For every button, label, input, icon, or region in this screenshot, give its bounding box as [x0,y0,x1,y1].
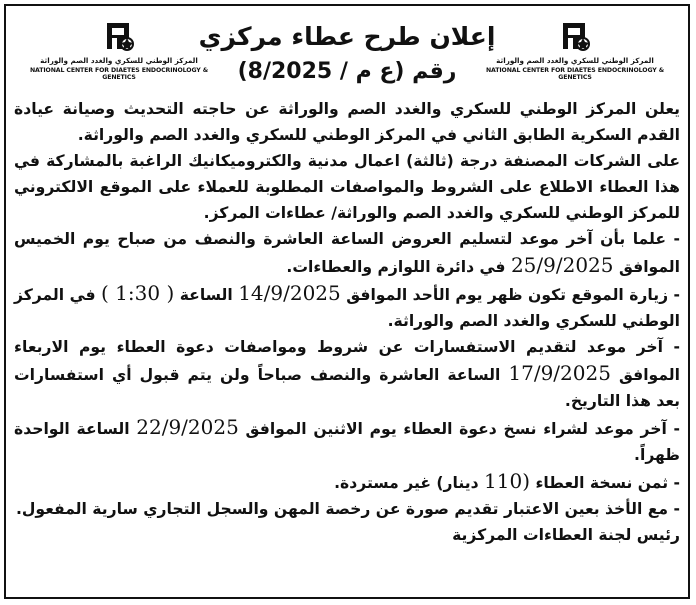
logo-name-english: NATIONAL CENTER FOR DIAETES ENDOCRINOLOGY & GENETICS [29,67,209,81]
announcement-title: إعلان طرح عطاء مركزي [198,22,496,51]
submission-deadline-item: - علما بأن آخر موعد لتسليم العروض الساعة العاشرة والنصف من صباح يوم الخميس الموافق 25/9/2025 في دائرة اللوازم والعطاءات. [14,230,680,277]
logo-name-arabic: المركز الوطني للسكري والغدد الصم والوراثة [40,56,198,65]
tender-price-item: - ثمن نسخة العطاء (110 دينار) غير مستردة. [334,469,680,493]
intro-paragraph: يعلن المركز الوطني للسكري والغدد الصم والوراثة عن حاجته التحديث وصيانة عيادة القدم السكرية الطابق الثاني في المركز الوطني للسكري والغدد الصم والوراثة. [14,100,680,144]
site-visit-item: - زيارة الموقع تكون ظهر يوم الأحد الموافق 14/9/2025 الساعة ( 1:30 ) في المركز الوطني للسكري والغدد الصم والوراثة. [14,281,680,330]
eligibility-paragraph: على الشركات المصنفة درجة (ثالثة) اعمال مدنية والكتروميكانيك الراغبة بالمشاركة في هذا العطاء الاطلاع على الشروط والمواصفات المطلوبة للعملاء على الموقع الالكتروني للمركز الوطني للسكري والغدد الصم والوراثة/ عطاءات المركز. [14,152,680,222]
logo-name-arabic: المركز الوطني للسكري والغدد الصم والوراثة [496,56,654,65]
inquiries-deadline-item: - آخر موعد لتقديم الاستفسارات عن شروط ومواصفات دعوة العطاء يوم الاربعاء الموافق 17/9/2025 الساعة العاشرة والنصف صباحاً ولن يتم قبول أي استفسارات بعد هذا التاريخ. [14,338,680,410]
submission-date: 25/9/2025 [510,253,614,277]
announcement-frame [4,4,690,599]
announcement-body [14,96,680,548]
logo-name-english: NATIONAL CENTER FOR DIAETES ENDOCRINOLOGY & GENETICS [485,67,665,81]
announcement-header [6,6,688,96]
announcement-reference: رقم (ع م / 8/2025) [237,59,457,84]
inquiries-date: 17/9/2025 [508,361,611,385]
license-requirement-item: - مع الأخذ بعين الاعتبار تقديم صورة عن رخصة المهن والسجل التجاري سارية المفعول. [15,500,680,518]
purchase-deadline-item: - آخر موعد لشراء نسخ دعوة العطاء يوم الاثنين الموافق 22/9/2025 الساعة الواحدة ظهراً. [14,415,680,464]
purchase-date: 22/9/2025 [136,415,239,439]
site-visit-date: 14/9/2025 [238,281,341,305]
signature-line: رئيس لجنة العطاءات المركزية [452,526,680,544]
tender-price: (110 [484,469,531,493]
site-visit-time: ( 1:30 ) [101,281,175,305]
